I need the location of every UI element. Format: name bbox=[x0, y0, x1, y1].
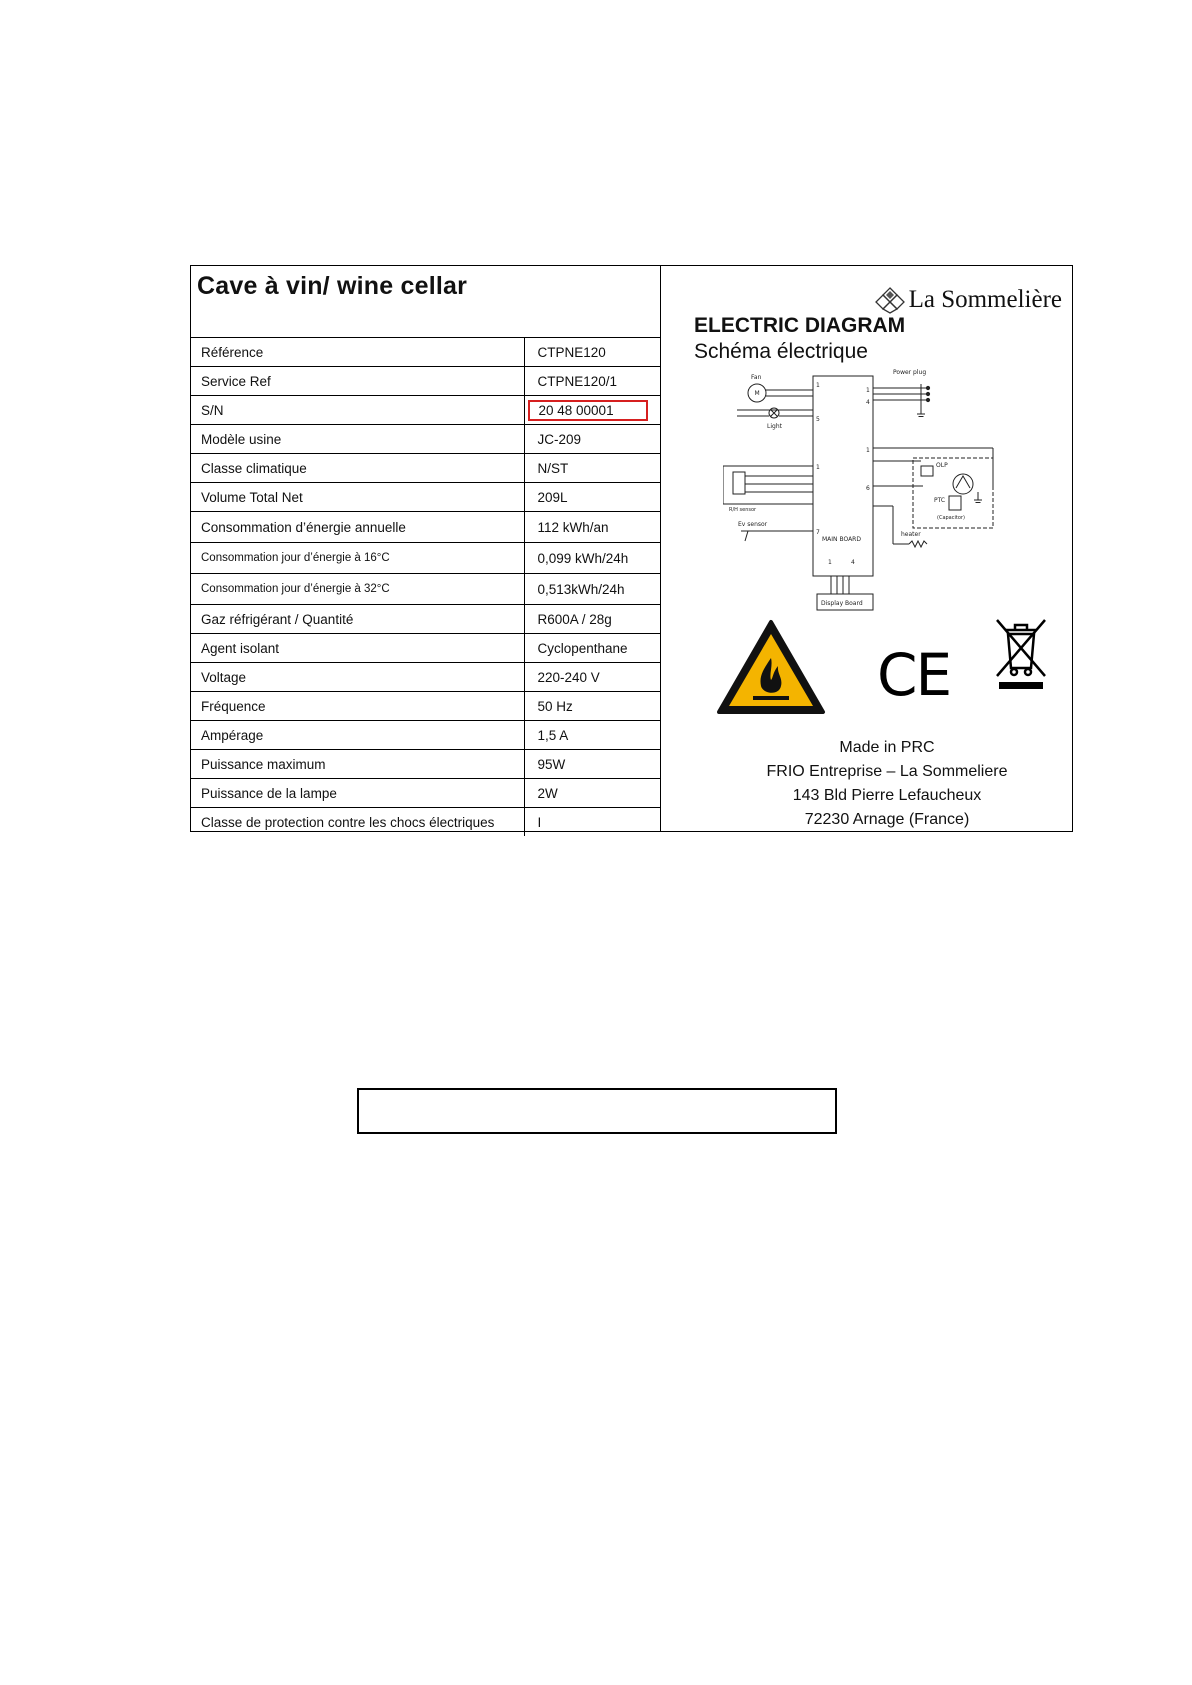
spec-name: Gaz réfrigérant / Quantité bbox=[191, 605, 524, 634]
brand-diamond-icon bbox=[875, 286, 905, 314]
ground-icon bbox=[974, 492, 982, 503]
spec-row bbox=[191, 605, 660, 634]
spec-value-cell: JC-209 bbox=[524, 425, 660, 454]
compressor-motor-icon bbox=[953, 474, 973, 494]
spec-name: Service Ref bbox=[191, 367, 524, 396]
pin-label: 6 bbox=[866, 485, 870, 492]
certification-icons bbox=[661, 616, 1072, 726]
spec-name: Classe de protection contre les chocs électriques bbox=[191, 808, 524, 837]
spec-row bbox=[191, 663, 660, 692]
weee-bin-icon bbox=[993, 616, 1049, 690]
olp-block bbox=[921, 466, 933, 476]
address-line: 72230 Arnage (France) bbox=[804, 811, 970, 828]
spec-row bbox=[191, 367, 660, 396]
spec-value-cell: 95W bbox=[524, 750, 660, 779]
spec-value-cell: 0,099 kWh/24h bbox=[524, 543, 660, 574]
spec-name: S/N bbox=[191, 396, 524, 425]
spec-value-cell: 220-240 V bbox=[524, 663, 660, 692]
serial-number-highlight: 20 48 00001 bbox=[528, 400, 648, 421]
spec-name: Voltage bbox=[191, 663, 524, 692]
olp-text: OLP bbox=[936, 462, 948, 469]
spec-row bbox=[191, 454, 660, 483]
blank-frame bbox=[357, 1088, 837, 1134]
spec-name: Modèle usine bbox=[191, 425, 524, 454]
fan-text: Fan bbox=[751, 374, 762, 381]
spec-name: Ampérage bbox=[191, 721, 524, 750]
ev-sensor-text: Ev sensor bbox=[738, 521, 768, 528]
address-line: 143 Bld Pierre Lefaucheux bbox=[792, 787, 982, 804]
rating-label bbox=[190, 265, 1073, 832]
pin-label: 5 bbox=[816, 416, 820, 423]
diagram-panel bbox=[661, 266, 1072, 831]
ce-mark-icon: CE bbox=[877, 641, 951, 709]
spec-row bbox=[191, 779, 660, 808]
pin-label: 4 bbox=[866, 399, 870, 406]
manufacturer-address bbox=[719, 736, 1055, 832]
label-title: Cave à vin/ wine cellar bbox=[197, 272, 468, 300]
spec-name: Agent isolant bbox=[191, 634, 524, 663]
spec-name: Puissance de la lampe bbox=[191, 779, 524, 808]
spec-row bbox=[191, 483, 660, 512]
spec-value-cell: I bbox=[524, 808, 660, 837]
spec-row bbox=[191, 808, 660, 837]
spec-name: Consommation jour d’énergie à 16°C bbox=[191, 543, 524, 574]
spec-value-cell: 2W bbox=[524, 779, 660, 808]
spec-row bbox=[191, 750, 660, 779]
address-line: Made in PRC bbox=[839, 739, 935, 756]
motor-text: M bbox=[754, 390, 760, 397]
spec-value-cell bbox=[524, 396, 660, 425]
pin-label: 7 bbox=[816, 529, 820, 536]
pin-label: 1 bbox=[816, 382, 820, 389]
spec-name: Référence bbox=[191, 338, 524, 367]
ptc-text: PTC bbox=[934, 497, 946, 504]
spec-name: Puissance maximum bbox=[191, 750, 524, 779]
rh-sensor-text: R/H sensor bbox=[729, 507, 757, 513]
spec-row bbox=[191, 721, 660, 750]
spec-name: Classe climatique bbox=[191, 454, 524, 483]
spec-table bbox=[191, 337, 660, 836]
spec-value-cell: 50 Hz bbox=[524, 692, 660, 721]
spec-value-cell: R600A / 28g bbox=[524, 605, 660, 634]
ptc-block bbox=[949, 496, 961, 510]
pin-label: 1 bbox=[866, 447, 870, 454]
spec-row bbox=[191, 338, 660, 367]
main-board-text: MAIN BOARD bbox=[822, 536, 861, 543]
address-line: FRIO Entreprise – La Sommeliere bbox=[766, 763, 1008, 780]
flammable-warning-icon bbox=[715, 618, 827, 716]
brand-logo bbox=[875, 286, 1062, 314]
rh-sensor-block bbox=[733, 472, 745, 494]
spec-row bbox=[191, 425, 660, 454]
pin-label: 1 bbox=[828, 559, 832, 566]
spec-name: Fréquence bbox=[191, 692, 524, 721]
brand-name: La Sommelière bbox=[908, 286, 1062, 313]
pin-label: 4 bbox=[851, 559, 855, 566]
spec-value-cell: CTPNE120 bbox=[524, 338, 660, 367]
spec-value-cell: CTPNE120/1 bbox=[524, 367, 660, 396]
diagram-subtitle: Schéma électrique bbox=[694, 340, 868, 363]
capacitor-text: (Capacitor) bbox=[937, 515, 965, 521]
power-plug-text: Power plug bbox=[893, 369, 927, 376]
spec-row bbox=[191, 574, 660, 605]
spec-row bbox=[191, 543, 660, 574]
wiring-diagram bbox=[723, 366, 1003, 616]
spec-name: Consommation d’énergie annuelle bbox=[191, 512, 524, 543]
spec-row bbox=[191, 634, 660, 663]
spec-value-cell: 112 kWh/an bbox=[524, 512, 660, 543]
spec-name: Consommation jour d’énergie à 32°C bbox=[191, 574, 524, 605]
ev-sensor-icon bbox=[741, 531, 763, 541]
main-board-block bbox=[813, 376, 873, 576]
spec-row bbox=[191, 396, 660, 425]
spec-value-cell: Cyclopenthane bbox=[524, 634, 660, 663]
heater-icon bbox=[909, 541, 927, 547]
spec-row bbox=[191, 512, 660, 543]
pin-label: 1 bbox=[816, 464, 820, 471]
spec-name: Volume Total Net bbox=[191, 483, 524, 512]
spec-panel bbox=[191, 266, 661, 831]
light-text: Light bbox=[767, 423, 782, 430]
pin-label: 1 bbox=[866, 387, 870, 394]
spec-value-cell: 1,5 A bbox=[524, 721, 660, 750]
spec-row bbox=[191, 692, 660, 721]
spec-value-cell: N/ST bbox=[524, 454, 660, 483]
heater-text: heater bbox=[901, 531, 921, 538]
spec-value-cell: 0,513kWh/24h bbox=[524, 574, 660, 605]
diagram-title: ELECTRIC DIAGRAM bbox=[694, 314, 906, 337]
spec-value-cell: 209L bbox=[524, 483, 660, 512]
ground-icon bbox=[917, 414, 925, 417]
display-board-text: Display Board bbox=[821, 600, 863, 607]
